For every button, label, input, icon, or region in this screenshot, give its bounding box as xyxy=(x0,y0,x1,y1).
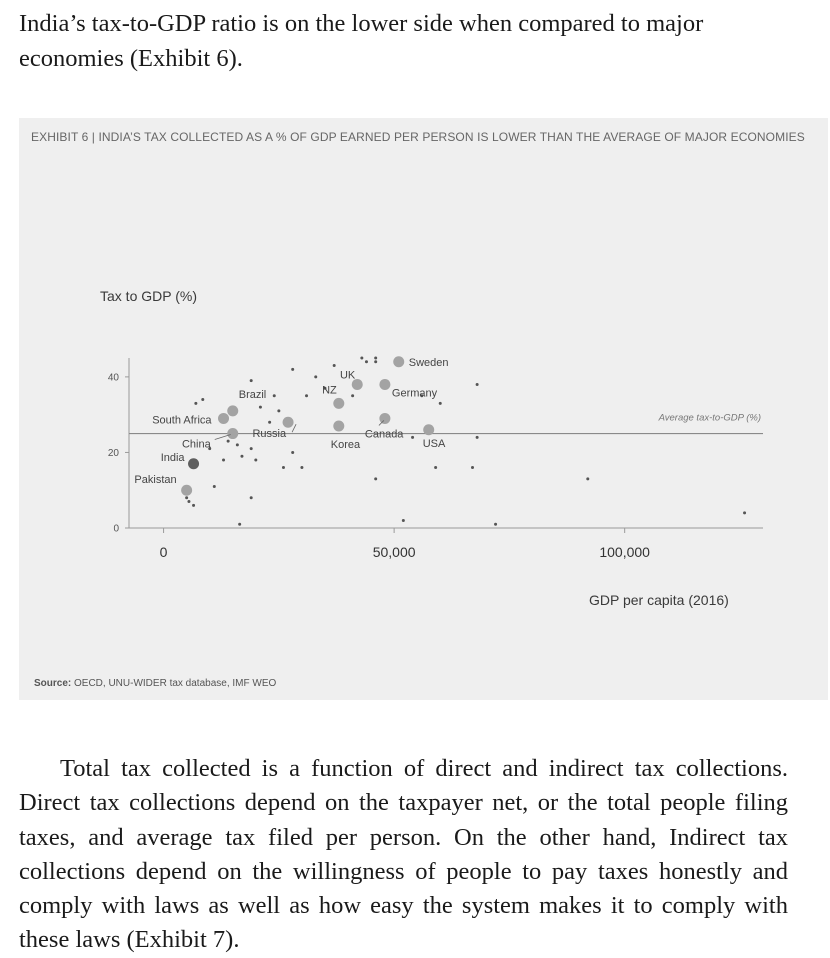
point-label-sweden: Sweden xyxy=(408,356,449,369)
scatter-point xyxy=(360,357,363,360)
scatter-point xyxy=(300,466,303,469)
y-tick-label: 20 xyxy=(107,447,119,459)
exhibit-figure xyxy=(19,118,828,700)
point-label-nz: NZ xyxy=(322,384,337,397)
scatter-point xyxy=(240,455,243,458)
source-text: OECD, UNU-WIDER tax database, IMF WEO xyxy=(74,678,277,689)
point-nz xyxy=(333,398,344,409)
labeled-points xyxy=(181,356,434,495)
point-india xyxy=(188,458,199,469)
point-korea xyxy=(333,421,344,432)
scatter-point xyxy=(250,379,253,382)
scatter-point xyxy=(402,519,405,522)
scatter-point xyxy=(434,466,437,469)
scatter-point xyxy=(586,477,589,480)
x-axis-ticks xyxy=(160,528,651,560)
scatter-point xyxy=(314,375,317,378)
point-brazil xyxy=(227,405,238,416)
scatter-point xyxy=(277,409,280,412)
point-label-usa: USA xyxy=(422,437,446,450)
figure-source xyxy=(34,678,276,689)
scatter-point xyxy=(351,394,354,397)
scatter-point xyxy=(238,523,241,526)
scatter-point xyxy=(187,500,190,503)
point-sweden xyxy=(393,356,404,367)
y-axis-ticks xyxy=(108,372,129,534)
point-label-india: India xyxy=(160,451,185,464)
scatter-point xyxy=(471,466,474,469)
scatter-point xyxy=(494,523,497,526)
point-label-brazil: Brazil xyxy=(238,388,267,401)
scatter-point xyxy=(201,398,204,401)
scatter-point xyxy=(250,447,253,450)
x-tick-label: 100,000 xyxy=(599,544,650,560)
point-label-china: China xyxy=(181,438,211,451)
point-pakistan xyxy=(181,485,192,496)
point-south-africa xyxy=(218,413,229,424)
scatter-point xyxy=(227,440,230,443)
leader-line xyxy=(215,435,231,440)
point-label-russia: Russia xyxy=(252,428,287,441)
point-germany xyxy=(379,379,390,390)
point-label-canada: Canada xyxy=(364,428,404,441)
x-tick-label: 50,000 xyxy=(372,544,416,560)
x-axis-title: GDP per capita (2016) xyxy=(589,592,729,608)
scatter-point xyxy=(374,360,377,363)
y-axis-title: Tax to GDP (%) xyxy=(100,288,197,304)
scatter-point xyxy=(374,357,377,360)
y-tick-label: 40 xyxy=(107,372,119,384)
intro-paragraph: India’s tax-to-GDP ratio is on the lower side when compared to major economies (Exhibit 6). xyxy=(19,10,704,72)
point-usa xyxy=(423,424,434,435)
scatter-point xyxy=(374,477,377,480)
scatter-point xyxy=(192,504,195,507)
point-label-pakistan: Pakistan xyxy=(134,474,177,487)
scatter-point xyxy=(439,402,442,405)
scatter-point xyxy=(291,368,294,371)
scatter-point xyxy=(476,383,479,386)
scatter-chart xyxy=(19,118,828,700)
point-label-uk: UK xyxy=(339,369,356,382)
scatter-point xyxy=(268,421,271,424)
source-label: Source: xyxy=(34,678,72,689)
scatter-point xyxy=(476,436,479,439)
average-line-label: Average tax-to-GDP (%) xyxy=(658,412,761,424)
scatter-point xyxy=(282,466,285,469)
scatter-point xyxy=(194,402,197,405)
scatter-point xyxy=(365,360,368,363)
leader-line xyxy=(292,424,296,432)
exhibit-title: EXHIBIT 6 | INDIA’S TAX COLLECTED AS A % OF GDP EARNED PER PERSON IS LOWER THAN THE AVERAGE OF MAJOR ECONOMIES xyxy=(31,130,805,144)
scatter-point xyxy=(250,496,253,499)
scatter-point xyxy=(743,511,746,514)
scatter-point xyxy=(236,443,239,446)
unlabeled-points xyxy=(185,357,746,526)
point-china xyxy=(227,428,238,439)
x-tick-label: 0 xyxy=(159,544,168,560)
scatter-point xyxy=(333,364,336,367)
point-label-germany: Germany xyxy=(391,387,438,400)
scatter-point xyxy=(291,451,294,454)
scatter-point xyxy=(254,459,257,462)
scatter-point xyxy=(259,406,262,409)
scatter-point xyxy=(213,485,216,488)
scatter-point xyxy=(305,394,308,397)
point-label-korea: Korea xyxy=(330,439,361,451)
point-label-south-africa: South Africa xyxy=(152,414,212,427)
scatter-point xyxy=(222,459,225,462)
scatter-point xyxy=(273,394,276,397)
point-canada xyxy=(379,413,390,424)
scatter-point xyxy=(411,436,414,439)
continuation-paragraph: Total tax collected is a function of direct and indirect tax collections. Direct tax collections depend on the taxpayer net, or the total people filing taxes, and average tax filed per person. On the other hand, Indirect tax collections depend on the willingness of people to pay taxes honestly and comply with laws as well as how easy the system makes it to comply with these laws (Exhibit 7). xyxy=(19,755,788,954)
point-russia xyxy=(283,417,294,428)
scatter-point xyxy=(185,496,188,499)
label-leader-lines xyxy=(215,420,384,439)
y-tick-label: 0 xyxy=(113,523,119,535)
